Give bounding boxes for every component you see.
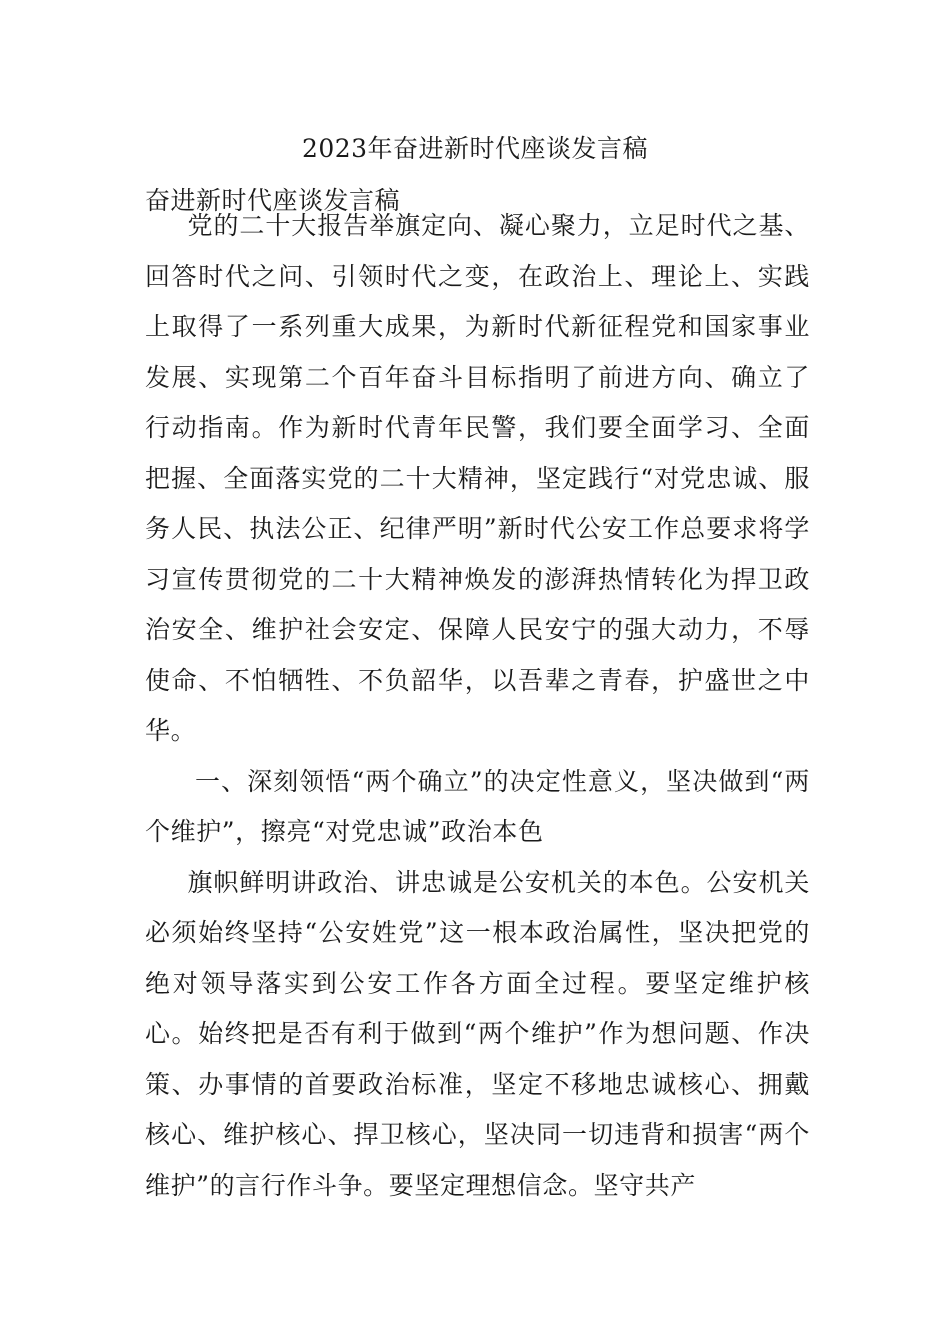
document-subtitle: 奋进新时代座谈发言稿	[145, 186, 401, 215]
document-body	[145, 201, 810, 1211]
document-title: 2023年奋进新时代座谈发言稿	[301, 134, 649, 163]
body-paragraph-intro: 党的二十大报告举旗定向、凝心聚力，立足时代之基、回答时代之问、引领时代之变，在政治上、理论上、实践上取得了一系列重大成果，为新时代新征程党和国家事业发展、实现第二个百年奋斗目标指明了前进方向、确立了行动指南。作为新时代青年民警，我们要全面学习、全面把握、全面落实党的二十大精神，坚定践行“对党忠诚、服务人民、执法公正、纪律严明”新时代公安工作总要求将学习宣传贯彻党的二十大精神焕发的澎湃热情转化为捍卫政治安全、维护社会安定、保障人民安宁的强大动力，不辱使命、不怕牺牲、不负韶华，以吾辈之青春，护盛世之中华。	[145, 211, 810, 745]
section-heading-1: 一、深刻领悟“两个确立”的决定性意义，坚决做到“两个维护”，擦亮“对党忠诚”政治本色	[145, 766, 810, 846]
body-paragraph-section-1: 旗帜鲜明讲政治、讲忠诚是公安机关的本色。公安机关必须始终坚持“公安姓党”这一根本政治属性，坚决把党的绝对领导落实到公安工作各方面全过程。要坚定维护核心。始终把是否有利于做到“两个维护”作为想问题、作决策、办事情的首要政治标准，坚定不移地忠诚核心、拥戴核心、维护核心、捍卫核心，坚决同一切违背和损害“两个维护”的言行作斗争。要坚定理想信念。坚守共产	[145, 867, 810, 1200]
